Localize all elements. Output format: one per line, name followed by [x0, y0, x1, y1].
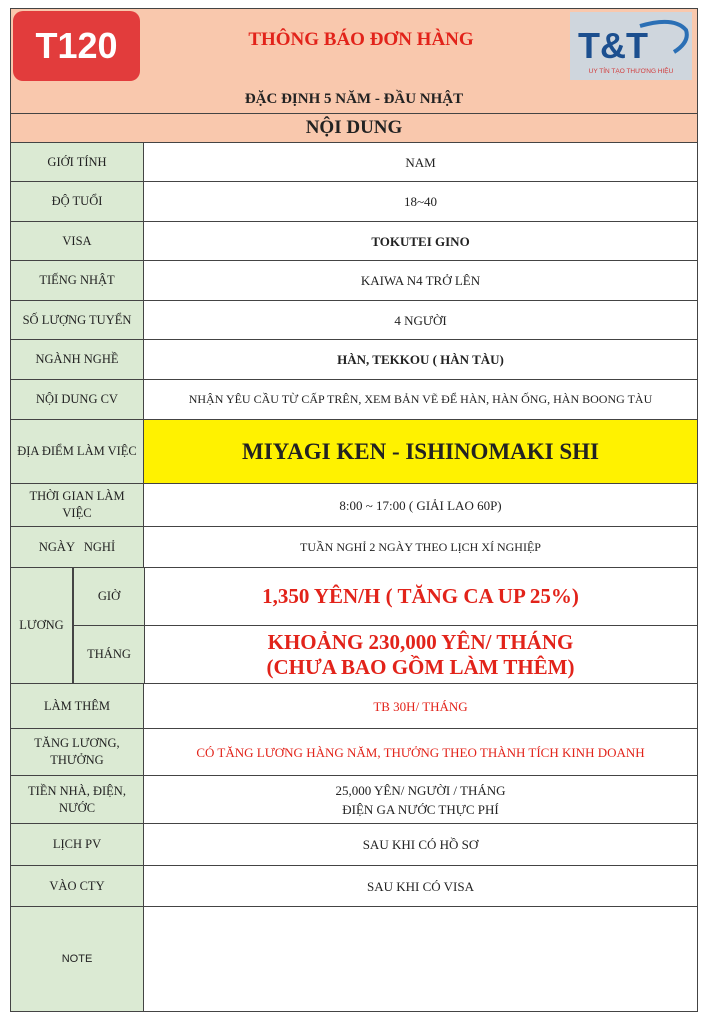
days-off-label: NGÀY NGHỈ [11, 527, 144, 567]
order-code-badge: T120 [13, 11, 140, 81]
location-label: ĐỊA ĐIỂM LÀM VIỆC [11, 420, 144, 483]
row-quantity [11, 301, 697, 340]
gender-label: GIỚI TÍNH [11, 143, 144, 181]
gender-value: NAM [405, 154, 436, 170]
note-label: NOTE [11, 907, 144, 1011]
row-interview [11, 824, 697, 866]
join-label: VÀO CTY [11, 866, 144, 906]
japanese-value: KAIWA N4 TRỞ LÊN [360, 273, 481, 288]
location-value: MIYAGI KEN - ISHINOMAKI SHI [144, 420, 697, 483]
industry-value: HÀN, TEKKOU ( HÀN TÀU) [337, 352, 504, 367]
row-age [11, 182, 697, 222]
quantity-value: 4 NGƯỜI [394, 312, 447, 328]
days-off-value: TUẦN NGHỈ 2 NGÀY THEO LỊCH XÍ NGHIỆP [300, 539, 541, 554]
row-raise-bonus [11, 729, 697, 776]
row-days-off [11, 527, 697, 568]
job-order-sheet [10, 8, 698, 1012]
join-value: SAU KHI CÓ VISA [366, 878, 475, 894]
row-note [11, 907, 697, 1011]
job-content-label: NỘI DUNG CV [11, 380, 144, 419]
housing-value: 25,000 YÊN/ NGƯỜI / THÁNG ĐIỆN GA NƯỚC THỰC PHÍ [335, 782, 506, 817]
interview-value: SAU KHI CÓ HỒ SƠ [362, 837, 479, 852]
note-value [144, 907, 697, 1011]
page-title: THÔNG BÁO ĐƠN HÀNG [248, 29, 474, 50]
industry-label: NGÀNH NGHỀ [11, 340, 144, 379]
raise-label: TĂNG LƯƠNG, THƯỞNG [11, 729, 144, 775]
job-content-value: NHẬN YÊU CẦU TỪ CẤP TRÊN, XEM BẢN VẼ ĐỂ HÀN, HÀN ỐNG, HÀN BOONG TÀU [188, 392, 653, 406]
work-time-label: THỜI GIAN LÀM VIỆC [11, 484, 144, 526]
overtime-value: TB 30H/ THÁNG [373, 698, 468, 714]
header [11, 9, 697, 87]
tt-logo-icon [570, 12, 692, 80]
svg-text:T&T: T&T [578, 25, 648, 66]
housing-label: TIỀN NHÀ, ĐIỆN, NƯỚC [11, 776, 144, 823]
salary-label: LƯƠNG [11, 568, 73, 683]
visa-value: TOKUTEI GINO [371, 233, 470, 249]
section-title: NỘI DUNG [11, 114, 697, 143]
salary-hour-value: 1,350 YÊN/H ( TĂNG CA UP 25%) [144, 568, 697, 626]
company-logo [570, 12, 692, 80]
raise-value: CÓ TĂNG LƯƠNG HÀNG NĂM, THƯỞNG THEO THÀNH TÍCH KINH DOANH [196, 744, 645, 760]
overtime-label: LÀM THÊM [11, 684, 144, 728]
interview-label: LỊCH PV [11, 824, 144, 865]
quantity-label: SỐ LƯỢNG TUYỂN [11, 301, 144, 339]
row-housing [11, 776, 697, 824]
program-band: ĐẶC ĐỊNH 5 NĂM - ĐẦU NHẬT [11, 86, 697, 114]
visa-label: VISA [11, 222, 144, 260]
japanese-label: TIẾNG NHẬT [11, 261, 144, 300]
row-overtime [11, 684, 697, 729]
salary-month-label: THÁNG [73, 626, 145, 683]
row-location [11, 420, 697, 484]
row-industry [11, 340, 697, 380]
row-japanese-level [11, 261, 697, 301]
work-time-value: 8:00 ~ 17:00 ( GIẢI LAO 60P) [339, 497, 502, 513]
row-join-company [11, 866, 697, 907]
salary-month-value: KHOẢNG 230,000 YÊN/ THÁNG (CHƯA BAO GỒM LÀM THÊM) [266, 629, 575, 679]
age-value: 18~40 [403, 194, 438, 209]
row-salary [11, 568, 697, 684]
row-work-time [11, 484, 697, 527]
age-label: ĐỘ TUỔI [11, 182, 144, 221]
row-job-content [11, 380, 697, 420]
row-gender [11, 143, 697, 182]
svg-text:UY TÍN TẠO THƯƠNG HIỆU: UY TÍN TẠO THƯƠNG HIỆU [588, 68, 674, 75]
salary-hour-label: GIỜ [73, 568, 145, 626]
row-visa [11, 222, 697, 261]
